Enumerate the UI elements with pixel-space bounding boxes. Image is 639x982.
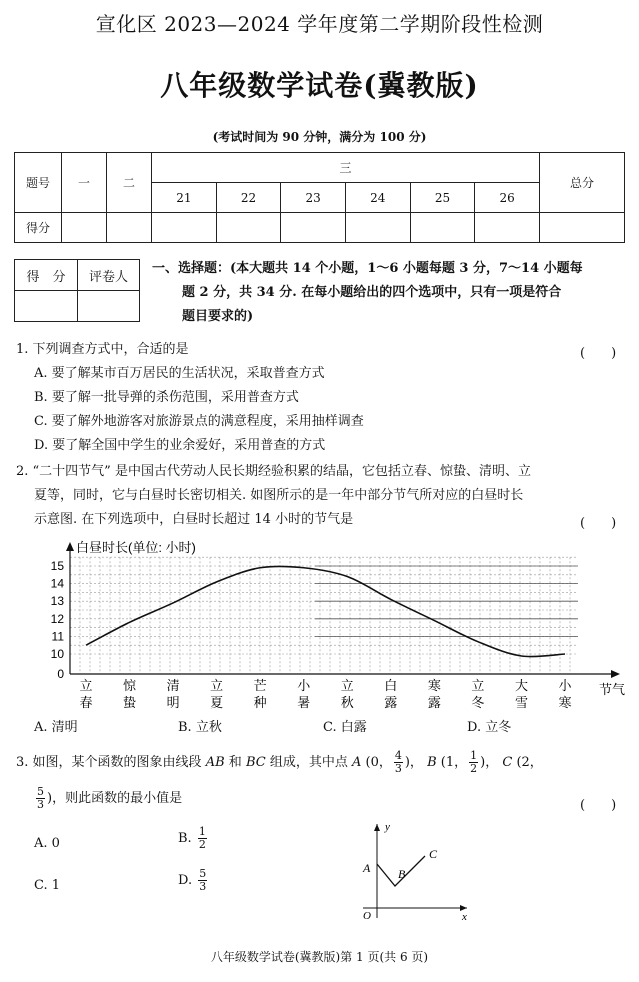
point-b-label: B: [398, 867, 406, 881]
x-tick-label: 夏: [210, 695, 224, 710]
question-number-label: 题号: [15, 153, 62, 213]
grader-score-cell[interactable]: [15, 291, 78, 322]
x-tick-label: 小: [297, 678, 311, 693]
question-25-header: 25: [410, 183, 475, 213]
grader-label: 评卷人: [78, 260, 140, 291]
section-three-header: 三: [152, 153, 540, 183]
question-3-option-b: B. $\frac{1}{2}$: [178, 825, 206, 851]
y-axis-arrow-icon: [374, 824, 380, 831]
question-3-option-c: C. 1: [34, 878, 61, 893]
score-table: [14, 152, 625, 243]
x-tick-label: 立: [210, 678, 224, 693]
x-tick-label: 暑: [297, 695, 311, 710]
score-cell[interactable]: [345, 213, 410, 243]
daylight-chart: [40, 536, 630, 716]
question-3-stem: 3. 如图，某个函数的图象由线段 AB 和 BC 组成，其中点 A (0， $\frac{4}{3}$ )， B (1， $\frac{1}{2}$ )， C (2，: [16, 749, 543, 775]
x-tick-label: 寒: [427, 678, 441, 693]
function-graph: [355, 818, 475, 924]
question-2-option-d: D. 立冬: [467, 720, 512, 735]
score-cell[interactable]: [152, 213, 217, 243]
x-tick-label: 小: [558, 678, 572, 693]
paper-title: 八年级数学试卷(冀教版): [160, 69, 479, 102]
question-2-answer-blank[interactable]: ( ): [580, 516, 617, 531]
x-tick-label: 蛰: [123, 695, 137, 710]
x-tick-label: 立: [340, 678, 354, 693]
y-axis-label: y: [385, 821, 390, 833]
y-axis-title: 白昼时长(单位: 小时): [76, 540, 196, 555]
section-heading: 一、选择题：(本大题共 14 个小题，1～6 小题每题 3 分，7～14 小题每 题 2 分，共 34 分. 在每小题给出的四个选项中，只有一项是符合 题目要求的): [152, 261, 583, 324]
x-tick-label: 露: [427, 695, 441, 710]
x-tick-label: 春: [79, 695, 93, 710]
y-tick-label: 13: [50, 594, 64, 609]
fraction-one-half: $\frac{1}{2}$: [198, 825, 206, 851]
question-23-header: 23: [281, 183, 346, 213]
total-score-header: 总分: [540, 153, 625, 213]
section-one-header: 一: [62, 153, 107, 213]
page-footer: 八年级数学试卷(冀教版)第 1 页(共 6 页): [210, 950, 429, 964]
daylight-curve: [86, 566, 565, 656]
x-tick-label: 白: [384, 678, 398, 693]
fraction-five-thirds: $\frac{5}{3}$: [199, 867, 207, 893]
point-c-label: C: [429, 847, 438, 861]
score-cell[interactable]: [107, 213, 152, 243]
x-tick-label: 惊: [123, 678, 137, 693]
question-3-stem-cont: $\frac{5}{3}$ )，则此函数的最小值是: [37, 785, 183, 811]
x-tick-label: 雪: [514, 695, 528, 710]
x-tick-label: 清: [166, 678, 180, 693]
exam-header: 宣化区 2023—2024 学年度第二学期阶段性检测: [95, 12, 544, 36]
y-tick-label: 0: [57, 667, 64, 681]
score-row-label: 得分: [15, 213, 62, 243]
y-tick-label: 12: [50, 611, 64, 626]
x-axis-label: x: [462, 911, 467, 923]
question-3-answer-blank[interactable]: ( ): [580, 798, 617, 813]
x-tick-label: 冬: [471, 695, 485, 710]
question-22-header: 22: [216, 183, 281, 213]
question-2-option-b: B. 立秋: [178, 720, 222, 735]
fraction-five-thirds: $\frac{5}{3}$: [37, 785, 44, 811]
x-tick-label: 大: [514, 678, 528, 693]
grader-name-cell[interactable]: [78, 291, 140, 322]
question-2-line-2: 夏等，同时，它与白昼时长密切相关. 如图所示的是一年中部分节气所对应的白昼时长: [34, 488, 524, 503]
y-axis-arrow-icon: [66, 542, 74, 551]
x-axis-arrow-icon: [611, 670, 620, 678]
x-tick-label: 明: [166, 695, 180, 710]
question-1-stem: 1. 下列调查方式中，合适的是: [16, 342, 189, 357]
question-26-header: 26: [475, 183, 540, 213]
question-1-option-a: A. 要了解某市百万居民的生活状况，采取普查方式: [34, 366, 325, 381]
question-1-option-c: C. 要了解外地游客对旅游景点的满意程度，采用抽样调查: [34, 414, 364, 429]
x-tick-label: 芒: [253, 678, 267, 693]
score-cell[interactable]: [281, 213, 346, 243]
question-3-option-a: A. 0: [34, 836, 60, 851]
question-2-option-a: A. 清明: [34, 720, 78, 735]
question-2-line-1: 2. “二十四节气” 是中国古代劳动人民长期经验积累的结晶，它包括立春、惊蛰、清明、立: [16, 464, 531, 479]
score-cell[interactable]: [410, 213, 475, 243]
y-tick-label: 15: [50, 559, 64, 573]
fraction-four-thirds: $\frac{4}{3}$: [394, 749, 402, 775]
y-tick-label: 10: [50, 647, 64, 661]
question-3-option-d: D. $\frac{5}{3}$: [178, 867, 207, 893]
point-a-label: A: [363, 861, 371, 875]
score-cell[interactable]: [475, 213, 540, 243]
x-tick-label: 立: [79, 678, 93, 693]
y-tick-label: 11: [51, 629, 64, 644]
score-cell[interactable]: [216, 213, 281, 243]
x-tick-label: 立: [471, 678, 485, 693]
total-score-cell[interactable]: [540, 213, 625, 243]
question-2-line-3: 示意图. 在下列选项中，白昼时长超过 14 小时的节气是: [34, 512, 354, 527]
question-1-answer-blank[interactable]: ( ): [580, 346, 617, 361]
x-axis-title: 节气: [598, 682, 626, 697]
grader-box: [14, 259, 140, 322]
exam-info: (考试时间为 90 分钟，满分为 100 分): [212, 130, 427, 144]
origin-label: O: [363, 910, 371, 922]
x-tick-label: 寒: [558, 695, 572, 710]
x-tick-label: 露: [384, 695, 398, 710]
x-tick-label: 种: [253, 695, 267, 710]
score-cell[interactable]: [62, 213, 107, 243]
section-two-header: 二: [107, 153, 152, 213]
fraction-one-half: $\frac{1}{2}$: [470, 749, 478, 775]
question-24-header: 24: [345, 183, 410, 213]
grader-score-label: 得 分: [15, 260, 78, 291]
question-2-option-c: C. 白露: [323, 720, 367, 735]
x-tick-label: 秋: [340, 695, 354, 710]
question-1-option-d: D. 要了解全国中学生的业余爱好，采用普查的方式: [34, 438, 326, 453]
y-tick-label: 14: [50, 576, 64, 591]
question-21-header: 21: [152, 183, 217, 213]
question-1-option-b: B. 要了解一批导弹的杀伤范围，采用普查方式: [34, 390, 299, 405]
